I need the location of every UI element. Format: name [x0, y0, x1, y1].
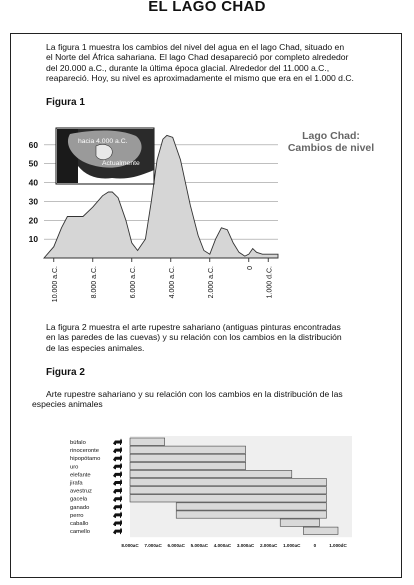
animal-silhouette-icon — [113, 528, 122, 535]
animal-silhouette-icon — [113, 503, 122, 510]
species-bar — [130, 438, 165, 445]
intro-line: reapareció. Hoy, su nivel es aproximadamente el mismo que era en el 1.000 d.C. — [46, 73, 354, 84]
animal-silhouette-icon — [113, 439, 122, 446]
figure-2-intro — [46, 322, 342, 353]
species-label: ganado — [70, 504, 90, 511]
intro-line: La figura 1 muestra los cambios del nivel del agua en el lago Chad, situado en — [46, 42, 345, 52]
rock-art-species-chart — [0, 430, 414, 570]
x-tick-label: 1.000aC — [283, 543, 301, 549]
intro-line: el Norte del África sahariana. El lago Chad desapareció por completo alrededor — [46, 52, 349, 63]
species-bar — [130, 495, 326, 502]
species-bar — [130, 479, 326, 486]
species-labels — [69, 440, 100, 535]
x-tick-label: 8.000 a.C. — [90, 266, 98, 299]
species-bar — [130, 487, 326, 494]
species-label: gacela — [70, 496, 88, 503]
chart-title-line: Lago Chad: — [302, 130, 360, 142]
species-label: hipopótamo — [70, 456, 101, 463]
animal-silhouette-icon — [113, 463, 122, 470]
y-tick-label: 40 — [28, 177, 38, 188]
species-bar — [130, 454, 246, 461]
species-bar — [303, 527, 338, 534]
intro-paragraph — [46, 42, 354, 84]
x-tick-label: 1.000 d.C. — [266, 266, 274, 299]
figure-1-heading: Figura 1 — [46, 97, 85, 108]
animal-silhouette-icon — [113, 511, 122, 518]
x-axis — [121, 543, 347, 548]
x-tick-label: 3.000aC — [236, 543, 255, 549]
intro-line: en las paredes de las cuevas) y su relación con los cambios en la distribución — [46, 332, 342, 343]
x-tick-label: 10.000 a.C. — [51, 266, 59, 303]
species-label: jirafa — [70, 480, 83, 487]
species-label: caballo — [70, 521, 89, 527]
x-tick-label: 6.000 a.C. — [129, 266, 137, 299]
x-tick-label: 1.000dC — [329, 543, 347, 549]
species-bar — [176, 511, 326, 518]
y-tick-label: 50 — [28, 158, 38, 169]
animal-icons — [113, 439, 122, 535]
caption-line: especies animales — [32, 399, 103, 410]
x-tick-label: 8.000aC — [121, 543, 139, 549]
x-tick-label: 0 — [313, 543, 317, 549]
x-tick-label: 2.000aC — [259, 543, 278, 549]
species-bar — [130, 470, 292, 477]
x-tick-label: 6.000aC — [167, 543, 185, 549]
animal-silhouette-icon — [113, 455, 122, 462]
animal-silhouette-icon — [113, 487, 122, 494]
species-label: elefante — [70, 472, 91, 479]
x-tick-label: 2.000 a.C. — [207, 266, 215, 299]
animal-silhouette-icon — [113, 479, 122, 486]
chart-title-line: Cambios de nivel — [287, 142, 375, 154]
animal-silhouette-icon — [113, 471, 122, 478]
y-tick-label: 60 — [28, 139, 38, 150]
y-tick-label: 20 — [28, 215, 38, 226]
caption-line: Arte rupestre sahariano y su relación con los cambios en la distribución de las — [46, 389, 343, 399]
species-label: búfalo — [70, 440, 86, 446]
animal-silhouette-icon — [113, 447, 122, 454]
figure-2-caption — [32, 389, 343, 410]
intro-line: de las especies animales. — [46, 342, 145, 353]
intro-line: La figura 2 muestra el arte rupestre sahariano (antiguas pinturas encontradas — [46, 322, 341, 332]
y-axis-ticks — [29, 140, 39, 244]
species-bar — [176, 503, 326, 510]
species-bar — [280, 519, 319, 526]
species-label: avestruz — [70, 488, 92, 495]
map-label-present: Actualmente — [102, 160, 140, 167]
x-tick-label: 4.000 a.C. — [168, 266, 176, 299]
lake-present-shape — [96, 144, 112, 159]
x-tick-label: 5.000aC — [190, 543, 209, 549]
species-bar — [130, 462, 246, 469]
species-label: uro — [70, 464, 79, 471]
lake-map-inset — [56, 128, 154, 184]
map-label-past: hacia 4.000 a.C. — [78, 138, 128, 145]
species-bar — [130, 446, 246, 453]
page-title: EL LAGO CHAD — [148, 0, 266, 15]
species-label: camello — [70, 529, 90, 536]
x-tick-label: 7.000aC — [144, 543, 162, 549]
animal-silhouette-icon — [113, 520, 122, 527]
figure-2-heading: Figura 2 — [46, 367, 85, 378]
species-label: rinoceronte — [70, 448, 100, 455]
species-label: perro — [70, 512, 84, 519]
chart-title — [276, 130, 386, 154]
x-tick-label: 0 — [246, 266, 254, 270]
x-axis — [44, 258, 278, 302]
intro-line: del 20.000 a.C., durante la última época glacial. Alrededor del 11.000 a.C., — [46, 62, 330, 73]
y-tick-label: 10 — [28, 234, 38, 245]
animal-silhouette-icon — [113, 495, 122, 502]
x-tick-label: 4.000aC — [213, 543, 232, 549]
y-tick-label: 30 — [28, 196, 38, 207]
